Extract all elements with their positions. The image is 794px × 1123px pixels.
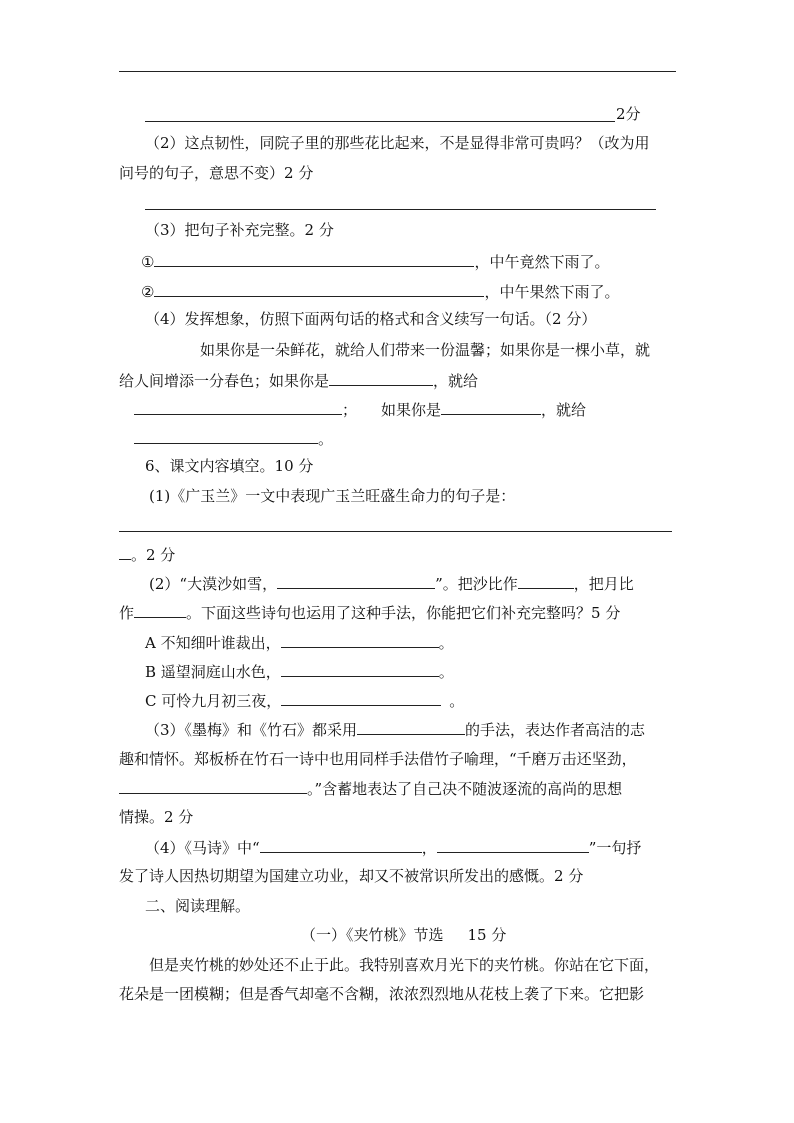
passage-text: 但是夹竹桃的妙处还不止于此。我特别喜欢月光下的夹竹桃。你站在它下面， — [149, 956, 660, 974]
item-text: 。 — [449, 692, 465, 710]
item-text: （4）《马诗》中“ — [145, 839, 260, 857]
blank-field[interactable] — [260, 837, 422, 853]
blank-field[interactable] — [134, 428, 318, 444]
item-marker: ② — [141, 283, 155, 301]
score-label: 2分 — [616, 105, 641, 123]
item-text: ，把月比 — [573, 575, 634, 593]
item-text: ， — [421, 839, 437, 857]
question-item — [145, 719, 645, 740]
question-item — [119, 544, 175, 565]
passage-title — [301, 925, 506, 945]
answer-line — [119, 531, 672, 532]
section-title: 6、课文内容填空。10 分 — [145, 457, 314, 475]
item-text: 的手法，表达作者高洁的志 — [465, 721, 646, 739]
question-text: 如果你是一朵鲜花，就给人们带来一份温馨；如果你是一棵小草，就 — [200, 341, 651, 359]
question-item — [145, 632, 454, 653]
blank-field[interactable] — [281, 661, 439, 677]
question-item — [119, 602, 620, 623]
question-text: (1)《广玉兰》一文中表现广玉兰旺盛生命力的句子是： — [149, 487, 516, 505]
item-text: ，就给 — [433, 372, 479, 390]
question-text: 问号的句子，意思不变）2 分 — [119, 164, 314, 182]
answer-line — [145, 121, 615, 122]
item-text: 。 — [438, 634, 454, 652]
question-item — [145, 837, 641, 858]
blank-field[interactable] — [281, 690, 441, 706]
question-item — [134, 399, 586, 420]
question-item — [119, 778, 622, 799]
question-item — [141, 281, 619, 302]
answer-line — [145, 209, 656, 210]
passage-title-text: （一）《夹竹桃》节选 — [301, 926, 444, 944]
question-item — [119, 370, 478, 391]
item-text: 。 — [438, 663, 454, 681]
item-text: B 遥望洞庭山水色， — [145, 663, 281, 681]
item-text: ，中午竟然下雨了。 — [474, 253, 610, 271]
item-text: 给人间增添一分春色；如果你是 — [119, 372, 330, 390]
blank-field[interactable] — [134, 399, 342, 415]
blank-field[interactable] — [154, 281, 484, 297]
item-text: ”。把沙比作 — [435, 575, 518, 593]
item-text: ，中午果然下雨了。 — [484, 283, 620, 301]
question-item — [141, 251, 609, 272]
question-text: 发了诗人因热切期望为国建立功业，却又不被常识所发出的感慨。2 分 — [119, 867, 584, 885]
item-text: C 可怜九月初三夜， — [145, 692, 282, 710]
score-label: 15 分 — [467, 926, 507, 944]
blank-field[interactable] — [329, 370, 433, 386]
item-text: 。 — [318, 430, 334, 448]
blank-field[interactable] — [277, 573, 435, 589]
question-text: （2）这点韧性，同院子里的那些花比起来，不是显得非常可贵吗？（改为用 — [145, 134, 650, 152]
header-rule — [119, 71, 676, 72]
blank-field[interactable] — [119, 778, 307, 794]
item-text: 。下面这些诗句也运用了这种手法，你能把它们补充完整吗？5 分 — [186, 604, 621, 622]
section-title: 二、阅读理解。 — [145, 897, 251, 915]
item-marker: ① — [141, 253, 155, 271]
blank-field[interactable] — [437, 837, 589, 853]
item-text: A 不知细叶谁裁出， — [145, 634, 281, 652]
question-text: 趣和情怀。郑板桥在竹石一诗中也用同样手法借竹子喻理，“千磨万击还坚劲， — [119, 750, 637, 768]
question-item — [145, 661, 454, 682]
question-item — [134, 428, 333, 449]
blank-field[interactable] — [441, 399, 541, 415]
passage-text: 花朵是一团模糊；但是香气却毫不含糊，浓浓烈烈地从花枝上袭了下来。它把影 — [119, 985, 645, 1003]
item-text: ，就给 — [541, 401, 587, 419]
blank-field[interactable] — [119, 544, 131, 560]
blank-field[interactable] — [134, 602, 186, 618]
question-text: 情操。2 分 — [119, 808, 194, 826]
item-text: 。2 分 — [131, 546, 176, 564]
blank-field[interactable] — [518, 573, 574, 589]
item-text: ； — [342, 401, 358, 419]
item-text: (2）“大漠沙如雪， — [149, 575, 278, 593]
item-text: （3）《墨梅》和《竹石》都采用 — [145, 721, 358, 739]
item-text: 如果你是 — [381, 401, 442, 419]
blank-field[interactable] — [357, 719, 465, 735]
item-text: 作 — [119, 604, 135, 622]
question-item — [145, 690, 464, 711]
question-text: （4）发挥想象，仿照下面两句话的格式和含义续写一句话。（2 分） — [145, 310, 597, 328]
blank-field[interactable] — [154, 251, 474, 267]
blank-field[interactable] — [281, 632, 439, 648]
question-item — [149, 573, 634, 594]
item-text: ”一句抒 — [588, 839, 642, 857]
question-text: （3）把句子补充完整。2 分 — [145, 221, 334, 239]
item-text: 。”含蓄地表达了自己决不随波逐流的高尚的思想 — [307, 780, 623, 798]
